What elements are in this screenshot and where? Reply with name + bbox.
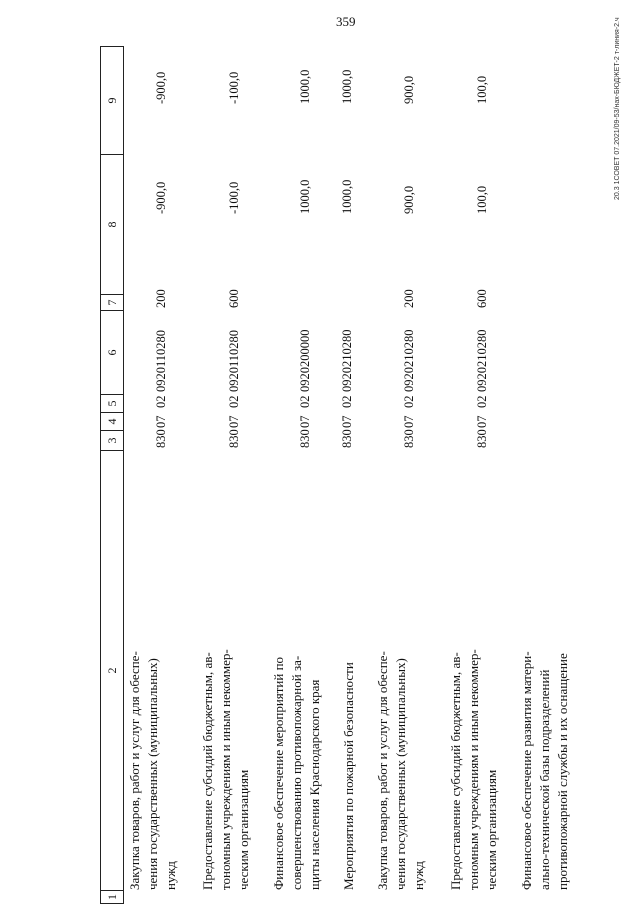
cell-col-9: 1000,0: [298, 69, 312, 104]
cell-col-6: 0920110280: [227, 329, 241, 392]
cell-col-8: 1000,0: [340, 179, 354, 214]
cell-col-4: 07: [475, 415, 489, 428]
cell-col-5: 02: [402, 395, 416, 408]
cell-col-3: 830: [298, 429, 312, 448]
cell-col-6: 0920110280: [154, 329, 168, 392]
cell-col-9: 1000,0: [340, 69, 354, 104]
cell-col-5: 02: [154, 395, 168, 408]
cell-col-6: 0920200000: [298, 329, 312, 392]
cell-col-9: -100,0: [227, 71, 241, 104]
header-col-9: 9: [101, 46, 123, 154]
cell-col-9: 100,0: [475, 75, 489, 104]
cell-col-6: 0920210280: [475, 329, 489, 392]
header-col-3: 3: [101, 430, 123, 450]
cell-col-7: 200: [402, 289, 416, 308]
cell-col-5: 02: [340, 395, 354, 408]
cell-col-3: 830: [340, 429, 354, 448]
budget-table: [100, 46, 580, 904]
row-description: Финансовое обеспечение мероприятий по совершенствованию противопожарной за- щиты населения Краснодарского края: [271, 655, 322, 890]
header-col-4: 4: [101, 412, 123, 430]
cell-col-4: 07: [298, 415, 312, 428]
cell-col-9: 900,0: [402, 75, 416, 104]
header-col-5: 5: [101, 394, 123, 412]
cell-col-5: 02: [475, 395, 489, 408]
cell-col-8: -100,0: [227, 181, 241, 214]
row-description: Закупка товаров, работ и услуг для обеспе- чения государственных (муниципальных) нужд: [375, 651, 426, 890]
cell-col-3: 830: [227, 429, 241, 448]
cell-col-6: 0920210280: [340, 329, 354, 392]
cell-col-3: 830: [154, 429, 168, 448]
cell-col-7: 600: [475, 289, 489, 308]
cell-col-8: -900,0: [154, 181, 168, 214]
header-col-1: 1: [101, 890, 123, 904]
cell-col-8: 1000,0: [298, 179, 312, 214]
cell-col-7: 600: [227, 289, 241, 308]
row-description: Предоставление субсидий бюджетным, ав- тономным учреждениям и иным некоммер- ческим организациям: [448, 649, 499, 890]
row-description: Закупка товаров, работ и услуг для обеспе- чения государственных (муниципальных) нужд: [127, 651, 178, 890]
table-header: [100, 46, 124, 904]
cell-col-5: 02: [298, 395, 312, 408]
row-description: Мероприятия по пожарной безопасности: [341, 662, 356, 890]
header-col-2: 2: [101, 450, 123, 890]
side-note: 20.3 1СОВЕТ 07.2021/09-53/нах-БЮДЖЕТ-2 т-линия-2.ч: [614, 17, 621, 200]
cell-col-4: 07: [402, 415, 416, 428]
cell-col-3: 830: [475, 429, 489, 448]
cell-col-8: 900,0: [402, 185, 416, 214]
cell-col-4: 07: [227, 415, 241, 428]
row-description: Финансовое обеспечение развития матери- ально-технической базы подразделений противопожарной службы и их оснащение: [519, 651, 570, 890]
cell-col-5: 02: [227, 395, 241, 408]
cell-col-3: 830: [402, 429, 416, 448]
row-description: Предоставление субсидий бюджетным, ав- тономным учреждениям и иным некоммер- ческим организациям: [200, 649, 251, 890]
page-number: 359: [336, 14, 356, 29]
header-col-6: 6: [101, 310, 123, 394]
cell-col-7: 200: [154, 289, 168, 308]
header-col-8: 8: [101, 154, 123, 294]
cell-col-4: 07: [340, 415, 354, 428]
cell-col-4: 07: [154, 415, 168, 428]
header-col-7: 7: [101, 294, 123, 310]
cell-col-8: 100,0: [475, 185, 489, 214]
cell-col-9: -900,0: [154, 71, 168, 104]
cell-col-6: 0920210280: [402, 329, 416, 392]
